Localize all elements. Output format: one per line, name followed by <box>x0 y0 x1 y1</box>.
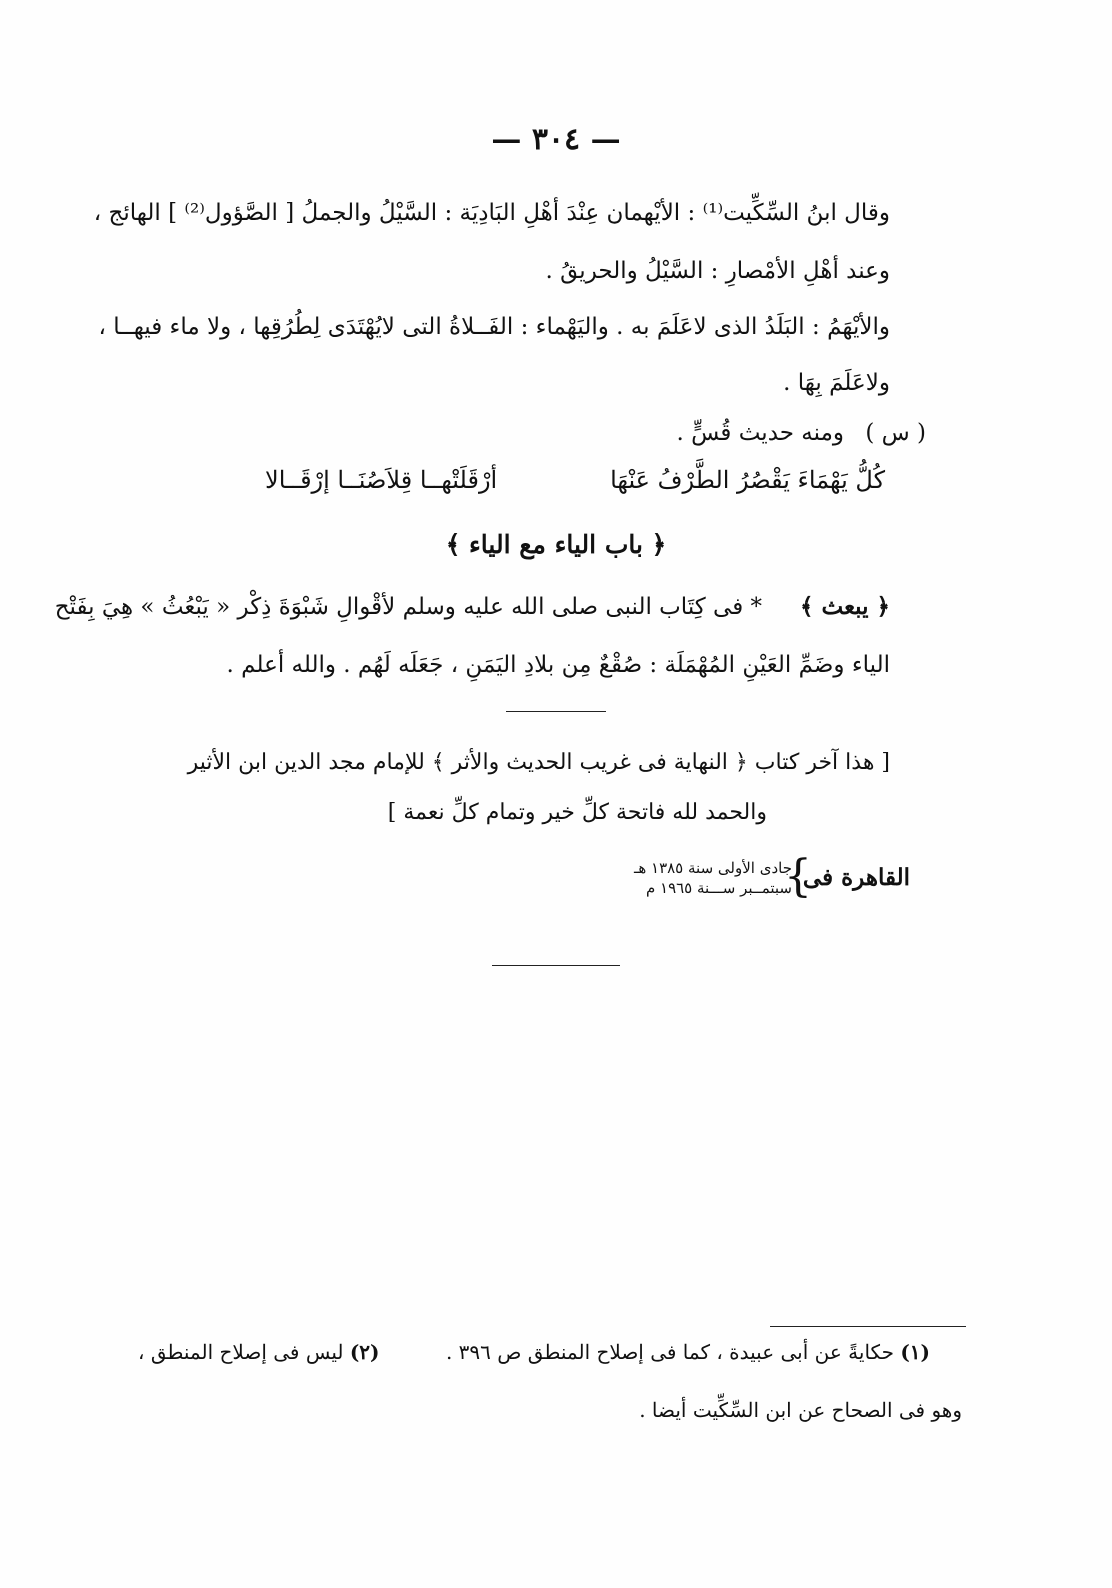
date-city: القاهرة فى <box>802 864 910 891</box>
date-rows <box>634 858 792 898</box>
entry-headword: ﴿ يبعث ﴾ <box>800 593 890 620</box>
footnote-2-text: ليس فى إصلاح المنطق ، <box>138 1340 344 1364</box>
entry-line-1: * فى كِتَاب النبى صلى الله عليه وسلم لأقْوالِ شَبْوَةَ ذِكْر « يَبْعُثُ » هِيَ بِفَتْح <box>54 594 762 620</box>
paragraph-1-line-1: وقال ابنُ السِّكِّيت⁽¹⁾ : الأيْهمان عِنْدَ أهْلِ البَادِيَة : السَّيْلُ والجملُ [ الصَّؤول⁽²⁾ ] الهائج ، <box>93 200 890 226</box>
footnote-1-text: حكايةً عن أبى عبيدة ، كما فى إصلاح المنطق ص ٣٩٦ . <box>445 1340 894 1364</box>
separator-rule <box>506 711 606 712</box>
footnote-2-continuation: وهو فى الصحاح عن ابن السِّكِّيت أيضا . <box>639 1398 962 1422</box>
entry-line-2: الياء وضَمِّ العَيْنِ المُهْمَلَة : صُقْعٌ مِن بلادِ اليَمَنِ ، جَعَلَه لَهُم . والله أعلم . <box>226 652 890 678</box>
brace-mark: } <box>784 851 812 902</box>
paragraph-2-line-2: ولاعَلَمَ بِهَا . <box>783 370 890 396</box>
verse-second-hemistich: أرْقَلَتْهــا قِلاَصُنَــا إرْقَــالا <box>265 466 498 494</box>
date-hijri: جادى الأولى سنة ١٣٨٥ هـ <box>633 859 792 877</box>
section-heading: ﴿ باب الياء مع الياء ﴾ <box>445 530 667 559</box>
date-gregorian: سبتمــبر ســـنة ١٩٦٥ م <box>645 879 792 897</box>
footnote-2-marker: (٢) <box>349 1340 380 1364</box>
colophon-line-1: [ هذا آخر كتاب ﴿ النهاية فى غريب الحديث والأثر ﴾ للإمام مجد الدين ابن الأثير <box>187 750 890 775</box>
end-rule <box>492 965 620 966</box>
page-number: — ٣٠٤ — <box>491 122 621 157</box>
verse <box>265 466 885 500</box>
footnote-rule <box>770 1326 966 1327</box>
source-text: ومنه حديث قُسٍّ . <box>676 420 844 446</box>
footnote-2 <box>138 1340 380 1364</box>
paragraph-1-line-2: وعند أهْلِ الأمْصارِ : السَّيْلُ والحريقُ . <box>545 258 890 284</box>
date-block <box>590 851 910 904</box>
footnote-1 <box>446 1340 930 1364</box>
colophon-line-2: والحمد لله فاتحة كلِّ خير وتمام كلِّ نعمة ] <box>387 800 767 825</box>
footnote-1-marker: (١) <box>900 1340 930 1364</box>
paragraph-2-line-1: والأيْهَمُ : البَلَدُ الذى لاعَلَمَ به . واليَهْماء : الفَــلاةُ التى لايُهْتَدَى لِطُرُقِها ، ولا ماء فيهــا ، <box>98 314 890 340</box>
verse-first-hemistich: كُلُّ يَهْمَاءَ يَقْصُرُ الطَّرْفُ عَنْهَا <box>610 466 885 494</box>
source-tag: ( س ) <box>865 420 926 446</box>
